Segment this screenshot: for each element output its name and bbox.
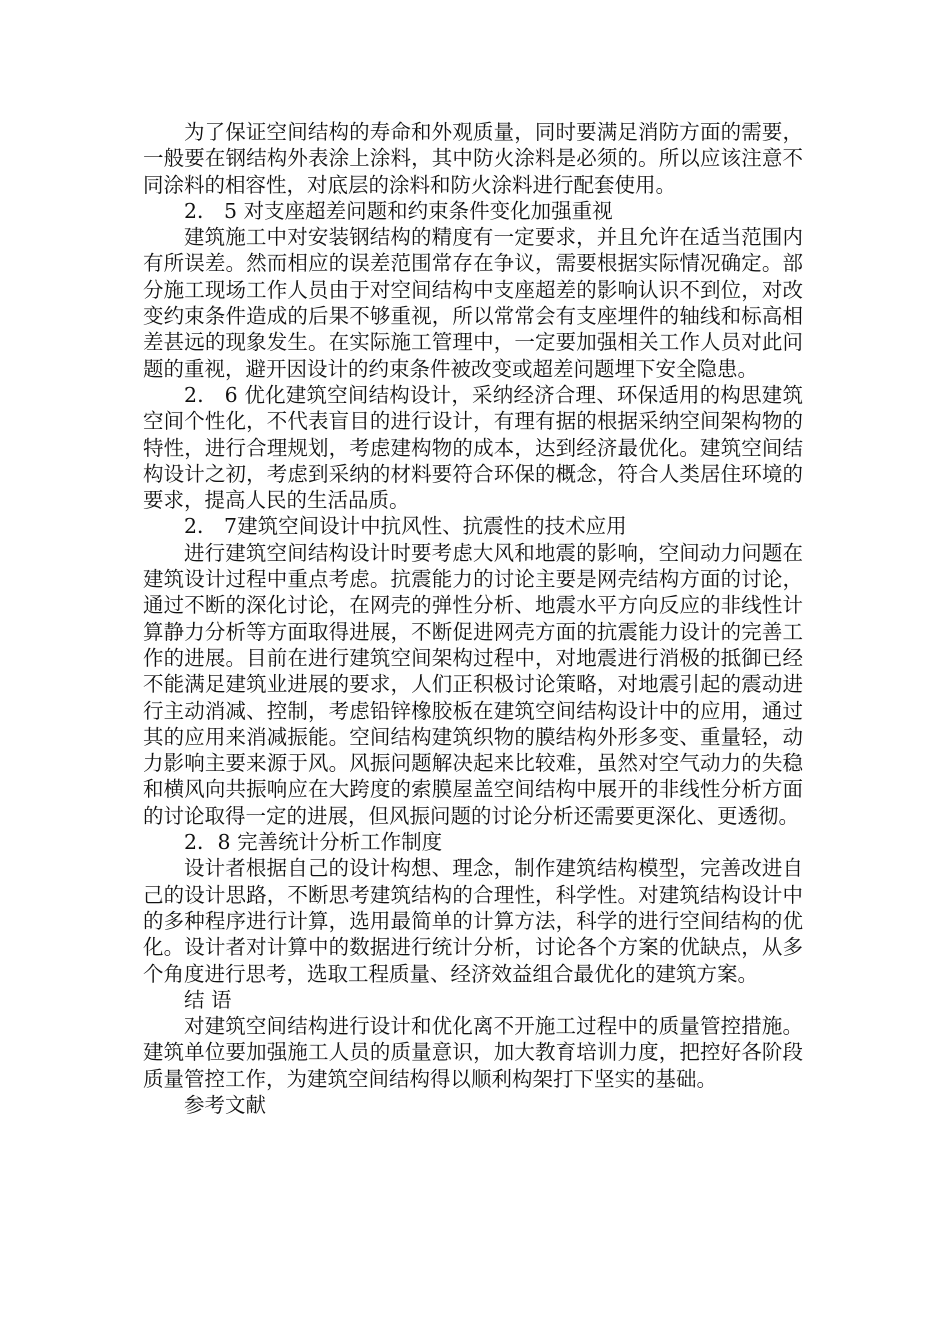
document-body (143, 119, 803, 1118)
paragraph-wind-seismic: 进行建筑空间结构设计时要考虑大风和地震的影响，空间动力问题在建筑设计过程中重点考虑。抗震能力的讨论主要是网壳结构方面的讨论，通过不断的深化讨论，在网壳的弹性分析、地震水平方向反应的非线性计算静力分析等方面取得进展，不断促进网壳方面的抗震能力设计的完善工作的进展。目前在进行建筑空间架构过程中，对地震进行消极的抵御已经不能满足建筑业进展的要求，人们正积极讨论策略，对地震引起的震动进行主动消减、控制，考虑铅锌橡胶板在建筑空间结构设计中的应用，通过其的应用来消减振能。空间结构建筑织物的膜结构外形多变、重量轻，动力影响主要来源于风。风振问题解决起来比较难，虽然对空气动力的失稳和横风向共振响应在大跨度的索膜屋盖空间结构中展开的非线性分析方面的讨论取得一定的进展，但风振问题的讨论分析还需要更深化、更透彻。 (143, 540, 803, 828)
section-heading-2-7: 2． 7建筑空间设计中抗风性、抗震性的技术应用 (184, 514, 627, 539)
paragraph-support-tolerance: 建筑施工中对安装钢结构的精度有一定要求，并且允许在适当范围内有所误差。然而相应的误差范围常存在争议，需要根据实际情况确定。部分施工现场工作人员由于对空间结构中支座超差的影响认识不到位，对改变约束条件造成的后果不够重视，所以常常会有支座埋件的轴线和标高相差甚远的现象发生。在实际施工管理中，一定要加强相关工作人员对此问题的重视，避开因设计的约束条件被改变或超差问题埋下安全隐患。 (143, 225, 803, 381)
paragraph-coating: 为了保证空间结构的寿命和外观质量，同时要满足消防方面的需要，一般要在钢结构外表涂上涂料，其中防火涂料是必须的。所以应该注意不同涂料的相容性，对底层的涂料和防火涂料进行配套使用。 (143, 120, 803, 197)
paragraph-conclusion: 对建筑空间结构进行设计和优化离不开施工过程中的质量管控措施。建筑单位要加强施工人员的质量意识，加大教育培训力度，把控好各阶段质量管控工作，为建筑空间结构得以顺利构架打下坚实的基础。 (143, 1014, 803, 1091)
section-heading-2-8: 2．8 完善统计分析工作制度 (184, 830, 443, 855)
paragraph-statistics: 设计者根据自己的设计构想、理念，制作建筑结构模型，完善改进自己的设计思路，不断思考建筑结构的合理性，科学性。对建筑结构设计中的多种程序进行计算，选用最简单的计算方法，科学的进行空间结构的优化。设计者对计算中的数据进行统计分析，讨论各个方案的优缺点，从多个角度进行思考，选取工程质量、经济效益组合最优化的建筑方案。 (143, 856, 803, 986)
section-heading-2-5: 2． 5 对支座超差问题和约束条件变化加强重视 (184, 198, 613, 223)
section-heading-conclusion: 结 语 (184, 987, 232, 1012)
section-heading-references: 参考文献 (184, 1092, 266, 1117)
paragraph-2-6-optimize-design: 2． 6 优化建筑空间结构设计，采纳经济合理、环保适用的构思建筑空间个性化，不代表盲目的进行设计，有理有据的根据采纳空间架构物的特性，进行合理规划，考虑建构物的成本，达到经济最优化。建筑空间结构设计之初，考虑到采纳的材料要符合环保的概念，符合人类居住环境的要求，提高人民的生活品质。 (143, 382, 803, 513)
